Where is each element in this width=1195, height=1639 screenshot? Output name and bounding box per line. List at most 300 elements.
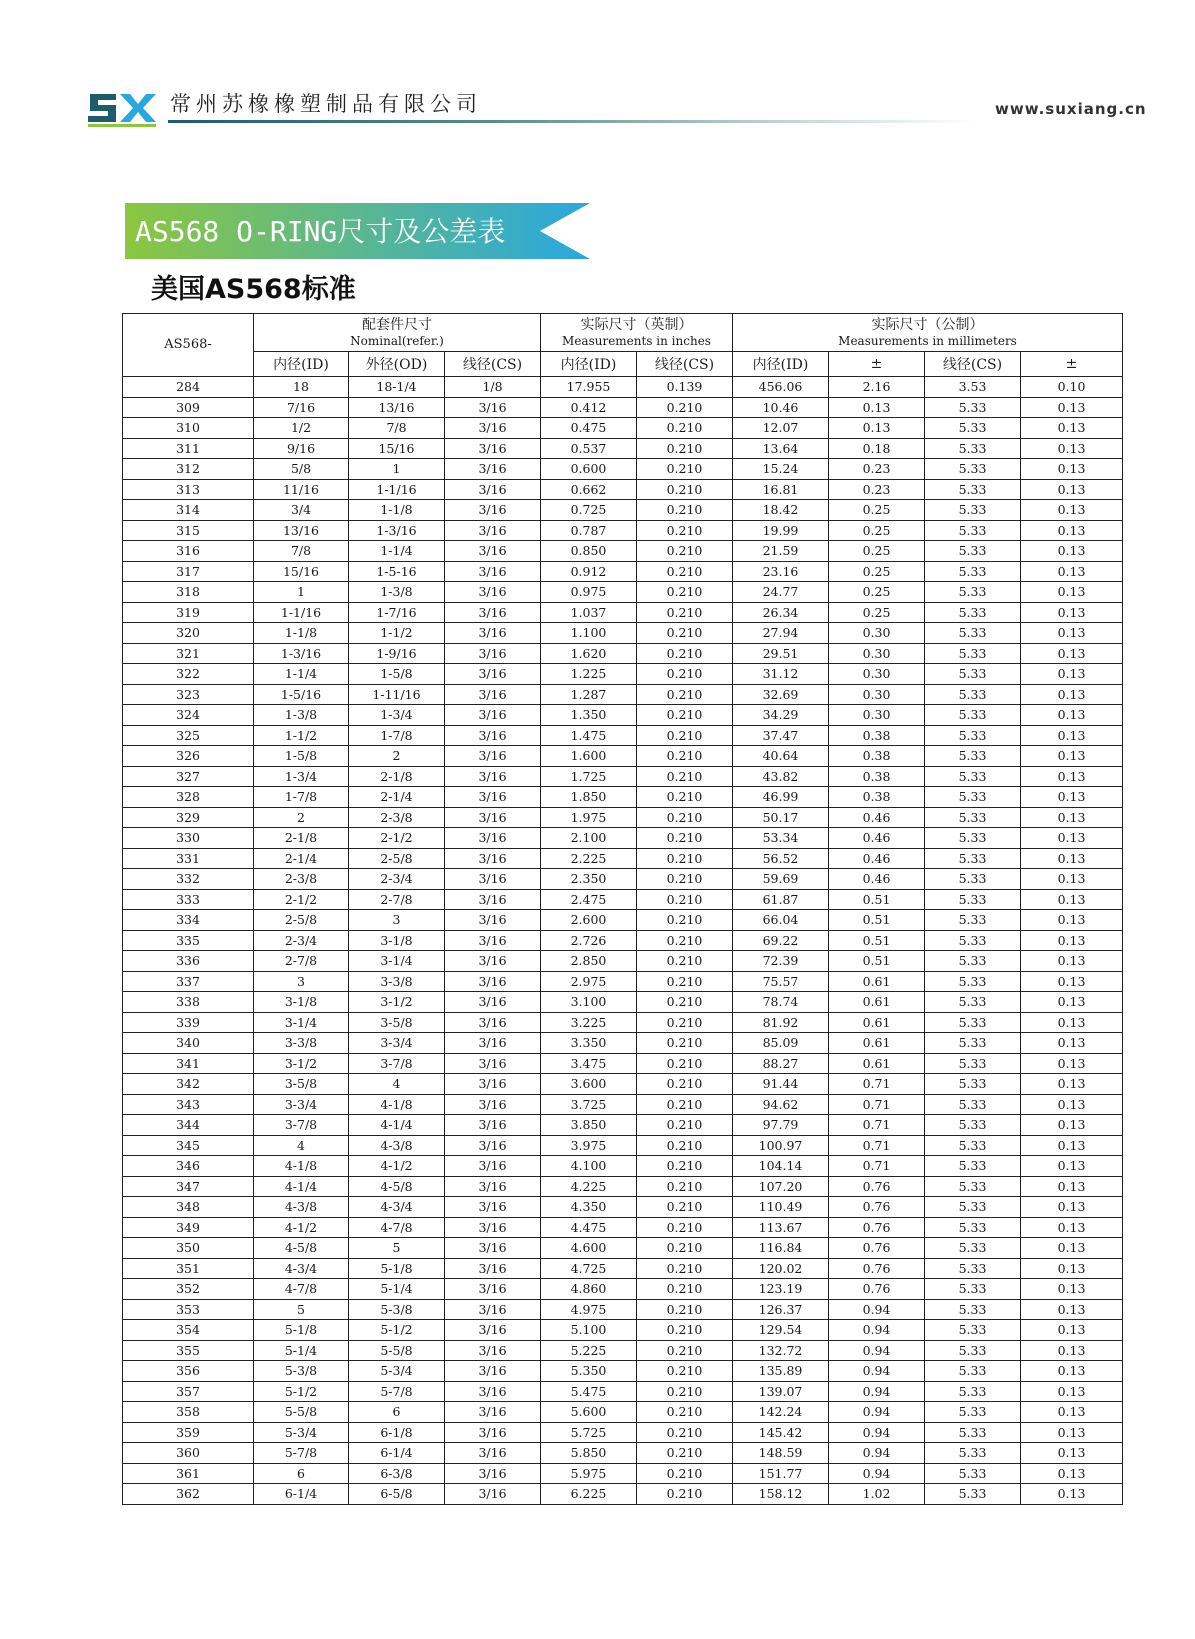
cell-nominal-cs: 3/16	[445, 1053, 541, 1074]
cell-mm-id-tol: 0.25	[829, 541, 925, 562]
cell-mm-cs: 5.33	[925, 910, 1021, 931]
cell-dash-no: 344	[123, 1115, 254, 1136]
cell-inch-id: 0.537	[541, 438, 637, 459]
cell-inch-id: 5.350	[541, 1361, 637, 1382]
cell-nominal-id: 2-3/8	[254, 869, 349, 890]
cell-mm-id: 46.99	[733, 787, 829, 808]
cell-nominal-od: 1-1/2	[349, 623, 445, 644]
cell-inch-cs: 0.210	[637, 1299, 733, 1320]
cell-inch-cs: 0.210	[637, 1074, 733, 1095]
cell-nominal-cs: 3/16	[445, 705, 541, 726]
cell-mm-cs: 5.33	[925, 1463, 1021, 1484]
cell-nominal-cs: 3/16	[445, 1115, 541, 1136]
cell-mm-id-tol: 0.51	[829, 930, 925, 951]
cell-dash-no: 362	[123, 1484, 254, 1505]
cell-nominal-od: 1-1/8	[349, 500, 445, 521]
cell-mm-cs: 5.33	[925, 705, 1021, 726]
cell-dash-no: 343	[123, 1094, 254, 1115]
cell-nominal-id: 3-1/4	[254, 1012, 349, 1033]
cell-nominal-cs: 3/16	[445, 541, 541, 562]
cell-mm-cs-tol: 0.13	[1021, 1053, 1123, 1074]
cell-dash-no: 284	[123, 377, 254, 398]
cell-dash-no: 354	[123, 1320, 254, 1341]
cell-dash-no: 328	[123, 787, 254, 808]
cell-inch-cs: 0.210	[637, 971, 733, 992]
cell-nominal-od: 4-1/2	[349, 1156, 445, 1177]
cell-inch-id: 3.975	[541, 1135, 637, 1156]
cell-inch-cs: 0.210	[637, 643, 733, 664]
cell-nominal-id: 15/16	[254, 561, 349, 582]
cell-nominal-cs: 3/16	[445, 1463, 541, 1484]
cell-mm-cs-tol: 0.13	[1021, 1115, 1123, 1136]
cell-dash-no: 345	[123, 1135, 254, 1156]
cell-nominal-id: 6	[254, 1463, 349, 1484]
table-row	[123, 1258, 1123, 1279]
cell-mm-id: 15.24	[733, 459, 829, 480]
cell-mm-id: 69.22	[733, 930, 829, 951]
cell-nominal-cs: 3/16	[445, 1279, 541, 1300]
cell-mm-id-tol: 0.46	[829, 848, 925, 869]
cell-nominal-id: 3/4	[254, 500, 349, 521]
cell-mm-id-tol: 0.76	[829, 1176, 925, 1197]
cell-nominal-od: 4-3/4	[349, 1197, 445, 1218]
cell-inch-cs: 0.210	[637, 623, 733, 644]
cell-nominal-od: 6-3/8	[349, 1463, 445, 1484]
cell-mm-cs-tol: 0.13	[1021, 623, 1123, 644]
cell-nominal-od: 2-1/4	[349, 787, 445, 808]
cell-mm-id: 132.72	[733, 1340, 829, 1361]
cell-mm-id-tol: 0.76	[829, 1197, 925, 1218]
cell-nominal-cs: 3/16	[445, 828, 541, 849]
cell-inch-cs: 0.210	[637, 828, 733, 849]
cell-nominal-od: 5	[349, 1238, 445, 1259]
cell-mm-id-tol: 0.61	[829, 971, 925, 992]
cell-nominal-od: 1-1/16	[349, 479, 445, 500]
cell-nominal-od: 1-5/8	[349, 664, 445, 685]
cell-inch-cs: 0.210	[637, 1279, 733, 1300]
col-nominal-od: 外径(OD)	[349, 352, 445, 377]
cell-inch-cs: 0.210	[637, 1156, 733, 1177]
table-row	[123, 1197, 1123, 1218]
cell-inch-cs: 0.210	[637, 664, 733, 685]
website-link[interactable]: www.suxiang.cn	[995, 100, 1147, 118]
cell-inch-cs: 0.210	[637, 766, 733, 787]
cell-mm-cs: 5.33	[925, 1115, 1021, 1136]
table-row	[123, 561, 1123, 582]
cell-nominal-od: 2-1/2	[349, 828, 445, 849]
cell-dash-no: 347	[123, 1176, 254, 1197]
cell-inch-id: 3.225	[541, 1012, 637, 1033]
cell-mm-cs-tol: 0.13	[1021, 889, 1123, 910]
cell-mm-cs-tol: 0.13	[1021, 848, 1123, 869]
cell-nominal-od: 5-3/8	[349, 1299, 445, 1320]
cell-nominal-cs: 3/16	[445, 500, 541, 521]
cell-dash-no: 325	[123, 725, 254, 746]
cell-inch-id: 0.725	[541, 500, 637, 521]
cell-dash-no: 357	[123, 1381, 254, 1402]
cell-dash-no: 314	[123, 500, 254, 521]
cell-nominal-cs: 3/16	[445, 397, 541, 418]
cell-nominal-cs: 3/16	[445, 1484, 541, 1505]
cell-mm-id: 88.27	[733, 1053, 829, 1074]
cell-mm-cs: 5.33	[925, 1156, 1021, 1177]
table-row	[123, 397, 1123, 418]
cell-mm-id-tol: 0.30	[829, 664, 925, 685]
cell-nominal-od: 5-5/8	[349, 1340, 445, 1361]
cell-mm-cs: 5.33	[925, 1340, 1021, 1361]
cell-mm-cs-tol: 0.13	[1021, 438, 1123, 459]
cell-dash-no: 351	[123, 1258, 254, 1279]
cell-mm-cs: 5.33	[925, 520, 1021, 541]
cell-inch-cs: 0.210	[637, 869, 733, 890]
cell-nominal-id: 1-1/8	[254, 623, 349, 644]
cell-inch-cs: 0.210	[637, 951, 733, 972]
cell-nominal-id: 4-7/8	[254, 1279, 349, 1300]
cell-inch-id: 3.725	[541, 1094, 637, 1115]
header-as568: AS568-	[123, 314, 254, 377]
cell-mm-id: 91.44	[733, 1074, 829, 1095]
cell-inch-cs: 0.210	[637, 1402, 733, 1423]
cell-mm-id-tol: 0.25	[829, 561, 925, 582]
cell-dash-no: 331	[123, 848, 254, 869]
cell-inch-cs: 0.210	[637, 684, 733, 705]
cell-nominal-cs: 3/16	[445, 807, 541, 828]
cell-mm-id: 18.42	[733, 500, 829, 521]
cell-inch-id: 1.225	[541, 664, 637, 685]
cell-inch-id: 0.787	[541, 520, 637, 541]
cell-dash-no: 309	[123, 397, 254, 418]
cell-inch-id: 0.600	[541, 459, 637, 480]
table-row	[123, 1361, 1123, 1382]
cell-nominal-od: 1-3/16	[349, 520, 445, 541]
cell-dash-no: 340	[123, 1033, 254, 1054]
cell-mm-cs-tol: 0.13	[1021, 1463, 1123, 1484]
cell-mm-cs: 5.33	[925, 725, 1021, 746]
table-row	[123, 1074, 1123, 1095]
col-mm-id-tol: ±	[829, 352, 925, 377]
cell-inch-id: 4.600	[541, 1238, 637, 1259]
cell-mm-id-tol: 0.94	[829, 1381, 925, 1402]
cell-mm-id-tol: 0.23	[829, 479, 925, 500]
cell-mm-id: 19.99	[733, 520, 829, 541]
cell-mm-id: 23.16	[733, 561, 829, 582]
cell-mm-cs: 5.33	[925, 869, 1021, 890]
cell-mm-cs: 5.33	[925, 664, 1021, 685]
cell-nominal-id: 5-7/8	[254, 1443, 349, 1464]
table-row	[123, 848, 1123, 869]
cell-mm-id-tol: 0.71	[829, 1074, 925, 1095]
cell-dash-no: 327	[123, 766, 254, 787]
cell-nominal-cs: 3/16	[445, 1402, 541, 1423]
cell-mm-id-tol: 0.25	[829, 520, 925, 541]
cell-inch-cs: 0.210	[637, 1484, 733, 1505]
cell-mm-id: 151.77	[733, 1463, 829, 1484]
cell-dash-no: 341	[123, 1053, 254, 1074]
cell-mm-cs: 5.33	[925, 1484, 1021, 1505]
cell-inch-id: 5.225	[541, 1340, 637, 1361]
cell-mm-cs: 5.33	[925, 1320, 1021, 1341]
cell-mm-id: 107.20	[733, 1176, 829, 1197]
cell-nominal-id: 3	[254, 971, 349, 992]
table-row	[123, 725, 1123, 746]
cell-nominal-od: 6-1/8	[349, 1422, 445, 1443]
cell-dash-no: 330	[123, 828, 254, 849]
cell-nominal-id: 5	[254, 1299, 349, 1320]
table-row	[123, 1402, 1123, 1423]
cell-mm-cs-tol: 0.13	[1021, 1217, 1123, 1238]
cell-inch-id: 3.475	[541, 1053, 637, 1074]
cell-inch-id: 5.100	[541, 1320, 637, 1341]
cell-nominal-id: 3-3/8	[254, 1033, 349, 1054]
cell-mm-cs: 5.33	[925, 746, 1021, 767]
cell-inch-id: 0.662	[541, 479, 637, 500]
cell-mm-id: 116.84	[733, 1238, 829, 1259]
cell-mm-cs: 5.33	[925, 889, 1021, 910]
cell-mm-id-tol: 0.51	[829, 951, 925, 972]
cell-nominal-id: 13/16	[254, 520, 349, 541]
cell-inch-cs: 0.210	[637, 397, 733, 418]
cell-dash-no: 312	[123, 459, 254, 480]
cell-inch-id: 6.225	[541, 1484, 637, 1505]
cell-mm-id-tol: 0.38	[829, 787, 925, 808]
cell-mm-id-tol: 0.30	[829, 623, 925, 644]
cell-nominal-cs: 3/16	[445, 684, 541, 705]
cell-mm-id-tol: 0.30	[829, 643, 925, 664]
table-row	[123, 602, 1123, 623]
cell-mm-cs-tol: 0.13	[1021, 561, 1123, 582]
cell-inch-cs: 0.210	[637, 1258, 733, 1279]
table-row	[123, 377, 1123, 398]
cell-mm-id: 66.04	[733, 910, 829, 931]
cell-nominal-id: 3-1/8	[254, 992, 349, 1013]
cell-mm-cs-tol: 0.13	[1021, 664, 1123, 685]
cell-nominal-id: 2-7/8	[254, 951, 349, 972]
cell-mm-cs-tol: 0.13	[1021, 643, 1123, 664]
cell-nominal-id: 6-1/4	[254, 1484, 349, 1505]
cell-mm-id: 75.57	[733, 971, 829, 992]
cell-nominal-cs: 3/16	[445, 910, 541, 931]
cell-inch-cs: 0.210	[637, 1197, 733, 1218]
cell-mm-id: 61.87	[733, 889, 829, 910]
col-mm-cs: 线径(CS)	[925, 352, 1021, 377]
cell-nominal-cs: 3/16	[445, 1299, 541, 1320]
table-row	[123, 479, 1123, 500]
table-row	[123, 664, 1123, 685]
cell-mm-cs-tol: 0.13	[1021, 684, 1123, 705]
cell-mm-id-tol: 0.94	[829, 1320, 925, 1341]
cell-inch-id: 2.475	[541, 889, 637, 910]
cell-nominal-id: 1-1/4	[254, 664, 349, 685]
cell-inch-id: 4.475	[541, 1217, 637, 1238]
cell-nominal-cs: 3/16	[445, 1074, 541, 1095]
cell-inch-cs: 0.210	[637, 848, 733, 869]
header-mm-en: Measurements in millimeters	[838, 333, 1017, 348]
cell-inch-id: 4.225	[541, 1176, 637, 1197]
cell-dash-no: 339	[123, 1012, 254, 1033]
cell-nominal-od: 4-7/8	[349, 1217, 445, 1238]
cell-mm-id: 148.59	[733, 1443, 829, 1464]
cell-nominal-od: 13/16	[349, 397, 445, 418]
cell-nominal-id: 1/2	[254, 418, 349, 439]
cell-nominal-od: 2-5/8	[349, 848, 445, 869]
cell-mm-id-tol: 0.76	[829, 1238, 925, 1259]
cell-mm-id: 142.24	[733, 1402, 829, 1423]
cell-nominal-cs: 3/16	[445, 930, 541, 951]
cell-nominal-cs: 3/16	[445, 1238, 541, 1259]
cell-inch-cs: 0.210	[637, 1381, 733, 1402]
cell-nominal-od: 18-1/4	[349, 377, 445, 398]
cell-nominal-id: 1-5/8	[254, 746, 349, 767]
cell-inch-cs: 0.210	[637, 1320, 733, 1341]
cell-mm-cs: 5.33	[925, 418, 1021, 439]
cell-nominal-cs: 3/16	[445, 746, 541, 767]
cell-inch-cs: 0.210	[637, 541, 733, 562]
header-mm	[733, 314, 1123, 352]
cell-inch-id: 5.975	[541, 1463, 637, 1484]
cell-mm-id-tol: 0.38	[829, 766, 925, 787]
cell-nominal-id: 2	[254, 807, 349, 828]
cell-nominal-id: 1-3/16	[254, 643, 349, 664]
cell-nominal-cs: 3/16	[445, 643, 541, 664]
cell-dash-no: 337	[123, 971, 254, 992]
cell-mm-id: 34.29	[733, 705, 829, 726]
table-row	[123, 869, 1123, 890]
table-row	[123, 1094, 1123, 1115]
cell-nominal-id: 2-5/8	[254, 910, 349, 931]
cell-nominal-od: 7/8	[349, 418, 445, 439]
table-row	[123, 807, 1123, 828]
header-mm-cn: 实际尺寸（公制）	[871, 316, 984, 333]
cell-mm-id: 53.34	[733, 828, 829, 849]
cell-mm-id: 456.06	[733, 377, 829, 398]
cell-dash-no: 342	[123, 1074, 254, 1095]
cell-nominal-id: 3-7/8	[254, 1115, 349, 1136]
cell-mm-cs-tol: 0.13	[1021, 766, 1123, 787]
banner-title: AS568 O-RING尺寸及公差表	[135, 215, 506, 248]
cell-mm-cs: 5.33	[925, 1381, 1021, 1402]
table-row	[123, 1217, 1123, 1238]
cell-mm-id-tol: 0.30	[829, 684, 925, 705]
cell-mm-id-tol: 0.94	[829, 1402, 925, 1423]
cell-nominal-cs: 3/16	[445, 1033, 541, 1054]
cell-nominal-od: 5-1/2	[349, 1320, 445, 1341]
cell-inch-id: 1.600	[541, 746, 637, 767]
cell-mm-id-tol: 0.61	[829, 1033, 925, 1054]
cell-nominal-od: 4	[349, 1074, 445, 1095]
cell-mm-id: 113.67	[733, 1217, 829, 1238]
cell-mm-cs-tol: 0.13	[1021, 910, 1123, 931]
table-body	[123, 377, 1123, 1505]
cell-mm-cs-tol: 0.13	[1021, 1279, 1123, 1300]
table-row	[123, 889, 1123, 910]
cell-inch-cs: 0.210	[637, 1094, 733, 1115]
cell-nominal-cs: 3/16	[445, 869, 541, 890]
cell-mm-id: 50.17	[733, 807, 829, 828]
cell-nominal-cs: 3/16	[445, 1361, 541, 1382]
cell-nominal-id: 4-5/8	[254, 1238, 349, 1259]
cell-inch-cs: 0.210	[637, 582, 733, 603]
cell-nominal-id: 5/8	[254, 459, 349, 480]
cell-nominal-id: 7/16	[254, 397, 349, 418]
cell-mm-cs-tol: 0.10	[1021, 377, 1123, 398]
cell-mm-cs: 5.33	[925, 479, 1021, 500]
cell-nominal-id: 3-3/4	[254, 1094, 349, 1115]
cell-inch-cs: 0.210	[637, 807, 733, 828]
cell-mm-id-tol: 0.94	[829, 1463, 925, 1484]
cell-dash-no: 323	[123, 684, 254, 705]
cell-mm-cs: 5.33	[925, 828, 1021, 849]
cell-mm-cs-tol: 0.13	[1021, 459, 1123, 480]
cell-mm-cs: 5.33	[925, 623, 1021, 644]
table-row	[123, 684, 1123, 705]
cell-mm-cs: 5.33	[925, 1299, 1021, 1320]
cell-mm-cs-tol: 0.13	[1021, 1156, 1123, 1177]
cell-mm-cs-tol: 0.13	[1021, 992, 1123, 1013]
cell-inch-id: 2.726	[541, 930, 637, 951]
cell-mm-id: 10.46	[733, 397, 829, 418]
cell-mm-cs: 5.33	[925, 1012, 1021, 1033]
cell-mm-id: 78.74	[733, 992, 829, 1013]
cell-mm-id-tol: 0.61	[829, 992, 925, 1013]
header-nominal	[254, 314, 541, 352]
table-row	[123, 1176, 1123, 1197]
cell-mm-cs: 5.33	[925, 992, 1021, 1013]
cell-inch-id: 0.412	[541, 397, 637, 418]
cell-mm-id-tol: 0.71	[829, 1115, 925, 1136]
cell-inch-id: 1.037	[541, 602, 637, 623]
cell-nominal-cs: 3/16	[445, 1340, 541, 1361]
cell-mm-cs-tol: 0.13	[1021, 1238, 1123, 1259]
cell-nominal-od: 3-7/8	[349, 1053, 445, 1074]
cell-mm-cs: 5.33	[925, 951, 1021, 972]
cell-mm-cs: 5.33	[925, 971, 1021, 992]
table-row	[123, 1053, 1123, 1074]
cell-inch-id: 17.955	[541, 377, 637, 398]
cell-inch-id: 2.350	[541, 869, 637, 890]
cell-nominal-od: 5-1/4	[349, 1279, 445, 1300]
cell-nominal-id: 5-3/4	[254, 1422, 349, 1443]
cell-mm-id: 97.79	[733, 1115, 829, 1136]
cell-nominal-id: 18	[254, 377, 349, 398]
cell-mm-id: 145.42	[733, 1422, 829, 1443]
cell-mm-id-tol: 0.94	[829, 1299, 925, 1320]
cell-nominal-id: 2-1/8	[254, 828, 349, 849]
cell-nominal-cs: 3/16	[445, 1217, 541, 1238]
cell-nominal-cs: 3/16	[445, 1012, 541, 1033]
cell-nominal-id: 4	[254, 1135, 349, 1156]
table-row	[123, 746, 1123, 767]
table-row	[123, 971, 1123, 992]
cell-mm-id-tol: 0.46	[829, 869, 925, 890]
cell-inch-id: 1.850	[541, 787, 637, 808]
cell-mm-cs: 5.33	[925, 1443, 1021, 1464]
cell-mm-id: 72.39	[733, 951, 829, 972]
table-row	[123, 1299, 1123, 1320]
cell-inch-id: 2.850	[541, 951, 637, 972]
cell-mm-cs: 5.33	[925, 930, 1021, 951]
header-nominal-cn: 配套件尺寸	[362, 316, 432, 333]
cell-mm-cs-tol: 0.13	[1021, 930, 1123, 951]
cell-mm-cs-tol: 0.13	[1021, 1381, 1123, 1402]
cell-mm-cs-tol: 0.13	[1021, 1484, 1123, 1505]
cell-nominal-cs: 3/16	[445, 1176, 541, 1197]
table-row	[123, 1422, 1123, 1443]
cell-nominal-od: 1-3/4	[349, 705, 445, 726]
cell-nominal-od: 1-3/8	[349, 582, 445, 603]
cell-inch-id: 1.100	[541, 623, 637, 644]
cell-nominal-od: 5-3/4	[349, 1361, 445, 1382]
cell-mm-cs-tol: 0.13	[1021, 500, 1123, 521]
